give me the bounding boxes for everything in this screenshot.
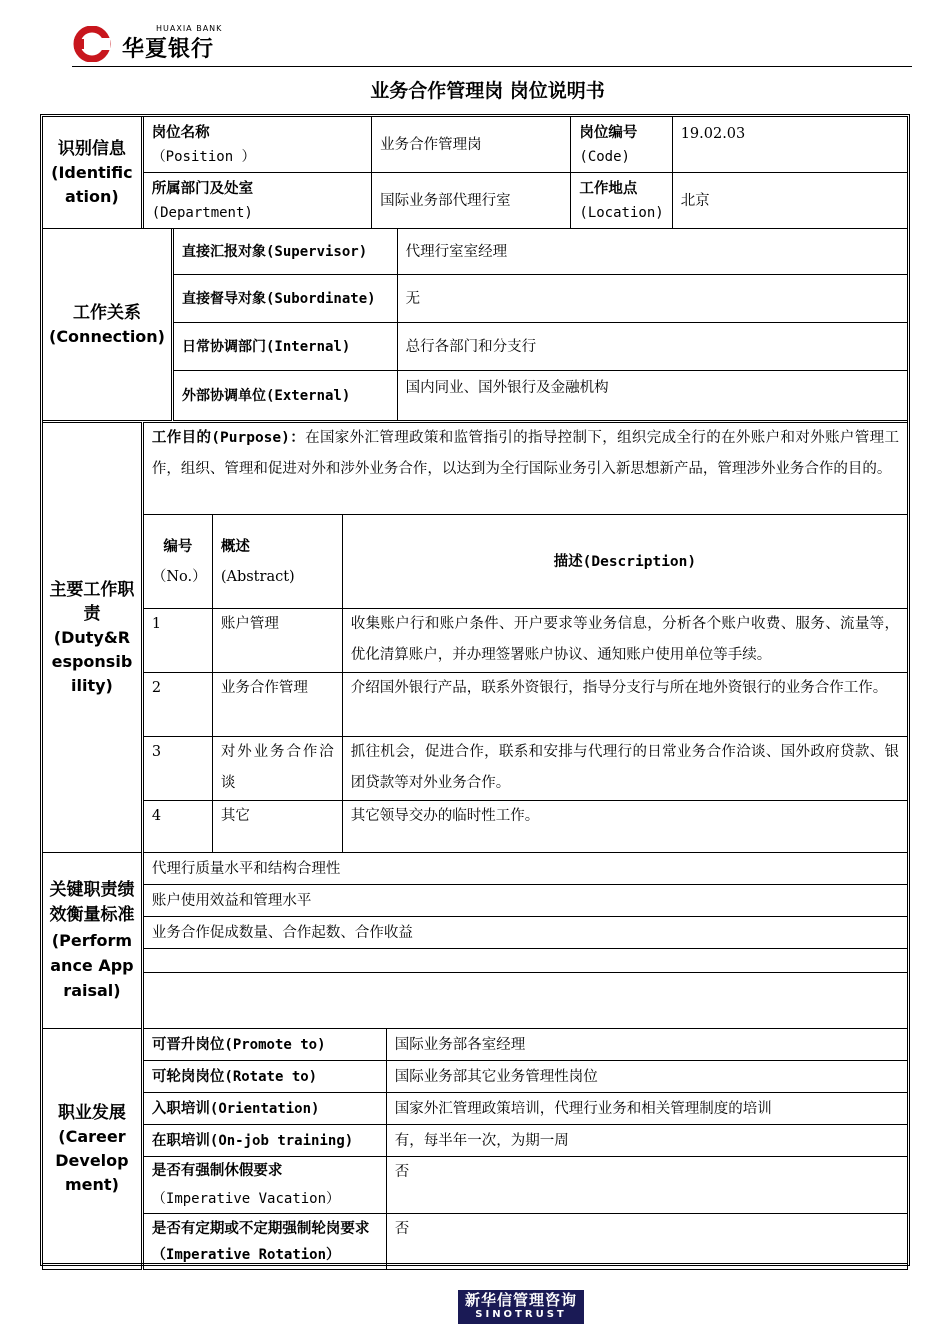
location-label-cn: 工作地点 xyxy=(579,180,638,197)
duty-no: 2 xyxy=(142,673,212,737)
career-label-en: （Imperative Rotation） xyxy=(151,1246,341,1263)
duty-abstract: 其它 xyxy=(212,801,342,853)
relation-label: 外部协调单位(External) xyxy=(173,371,398,421)
section-title-en: (Career Development) xyxy=(55,1127,129,1194)
logo-english: HUAXIA BANK xyxy=(156,24,223,33)
purpose-label: 工作目的(Purpose)： xyxy=(151,430,306,446)
col-header-no-en: （No.） xyxy=(151,568,207,585)
duty-description: 介绍国外银行产品，联系外资银行，指导分支行与所在地外资银行的业务合作工作。 xyxy=(342,673,907,737)
code-label-en: (Code) xyxy=(579,148,630,165)
performance-table xyxy=(42,852,908,1029)
sinotrust-logo xyxy=(458,1290,584,1324)
section-title-cn: 识别信息 xyxy=(57,138,126,159)
duty-no: 4 xyxy=(142,801,212,853)
performance-item: 业务合作促成数量、合作起数、合作收益 xyxy=(142,917,907,949)
performance-item: 账户使用效益和管理水平 xyxy=(142,885,907,917)
section-title-en: (Connection) xyxy=(49,326,165,346)
career-value: 国际业务部各室经理 xyxy=(386,1029,907,1061)
department-label xyxy=(142,173,371,229)
document-title: 业务合作管理岗 岗位说明书 xyxy=(370,80,605,102)
col-header-abstract-en: (Abstract) xyxy=(220,568,295,585)
career-label-en: (On-job training) xyxy=(209,1132,354,1149)
performance-section-label xyxy=(43,853,143,1029)
career-value: 国际业务部其它业务管理性岗位 xyxy=(386,1061,907,1093)
duty-abstract: 账户管理 xyxy=(212,609,342,673)
career-label-en: (Rotate to) xyxy=(224,1068,318,1085)
performance-item xyxy=(142,949,907,973)
huaxia-bank-logo-icon xyxy=(72,26,112,62)
career-label-en: (Orientation) xyxy=(209,1100,320,1117)
identification-table xyxy=(42,116,908,229)
performance-item xyxy=(142,973,907,1029)
logo-chinese: 华夏银行 xyxy=(122,37,215,62)
career-label-cn: 可晋升岗位 xyxy=(151,1036,225,1053)
career-section-label xyxy=(43,1029,143,1270)
position-label-en: （Position ） xyxy=(151,148,256,165)
department-label-en: (Department) xyxy=(151,204,253,221)
performance-item: 代理行质量水平和结构合理性 xyxy=(142,853,907,885)
department-label-cn: 所属部门及处室 xyxy=(151,180,254,197)
page-header xyxy=(0,0,950,70)
sinotrust-logo-cn: 新华信管理咨询 xyxy=(464,1291,577,1309)
duties-section-label xyxy=(43,423,143,853)
career-value: 否 xyxy=(386,1157,907,1214)
duty-abstract: 对外业务合作洽谈 xyxy=(212,737,342,801)
career-label-cn: 是否有强制休假要求 xyxy=(151,1163,283,1179)
relation-label: 直接督导对象(Subordinate) xyxy=(173,275,398,323)
section-title-en: (Duty&Responsibility) xyxy=(51,627,133,695)
career-label-en: (Promote to) xyxy=(224,1036,326,1053)
relation-value: 总行各部门和分支行 xyxy=(397,323,907,371)
position-label xyxy=(142,117,371,173)
section-title-cn: 职业发展 xyxy=(57,1103,126,1123)
purpose-text: 在国家外汇管理政策和监管指引的指导控制下，组织完成全行的在外账户和对外账户管理工作，组织、管理和促进对外和涉外业务合作，以达到为全行国际业务引入新思想新产品，管理涉外业务合作的目的。 xyxy=(151,430,899,477)
col-header-abstract xyxy=(212,515,342,609)
career-label-cn: 在职培训 xyxy=(151,1132,210,1149)
col-header-no-cn: 编号 xyxy=(163,538,193,555)
section-title-cn: 工作关系 xyxy=(73,302,141,323)
career-value: 国家外汇管理政策培训，代理行业务和相关管理制度的培训 xyxy=(386,1093,907,1125)
career-label-cn: 可轮岗岗位 xyxy=(151,1068,225,1085)
duty-no: 3 xyxy=(142,737,212,801)
relation-label: 日常协调部门(Internal) xyxy=(173,323,398,371)
career-value: 有，每半年一次，为期一周 xyxy=(386,1125,907,1157)
relation-value: 无 xyxy=(397,275,907,323)
location-value: 北京 xyxy=(672,173,907,229)
relations-section-label xyxy=(43,229,173,421)
section-title-cn: 关键职责绩效衡量标准 xyxy=(49,880,135,925)
duties-table xyxy=(42,422,908,853)
career-label-en: （Imperative Vacation） xyxy=(151,1191,341,1207)
career-label xyxy=(142,1125,386,1157)
section-title-en: (Performance Appraisal) xyxy=(50,931,134,1000)
department-value: 国际业务部代理行室 xyxy=(372,173,571,229)
section-title-en: (Identification) xyxy=(51,162,133,206)
relation-label: 直接汇报对象(Supervisor) xyxy=(173,229,398,275)
career-label xyxy=(142,1093,386,1125)
career-label xyxy=(142,1157,386,1214)
col-header-description: 描述(Description) xyxy=(342,515,907,609)
duty-description: 收集账户行和账户条件、开户要求等业务信息，分析各个账户收费、服务、流量等，优化清算账户，并办理签署账户协议、通知账户使用单位等手续。 xyxy=(342,609,907,673)
position-value: 业务合作管理岗 xyxy=(372,117,571,173)
career-label xyxy=(142,1029,386,1061)
relations-table xyxy=(42,228,908,421)
duty-abstract: 业务合作管理 xyxy=(212,673,342,737)
duty-no: 1 xyxy=(142,609,212,673)
code-value: 19.02.03 xyxy=(672,117,907,173)
position-label-cn: 岗位名称 xyxy=(151,124,210,141)
code-label-cn: 岗位编号 xyxy=(579,124,638,141)
location-label-en: (Location) xyxy=(579,204,664,221)
col-header-no xyxy=(142,515,212,609)
relation-value: 国内同业、国外银行及金融机构 xyxy=(397,371,907,421)
career-table xyxy=(42,1028,908,1270)
sinotrust-logo-en: SINOTRUST xyxy=(475,1309,567,1320)
section-title-cn: 主要工作职责 xyxy=(49,579,135,624)
career-label xyxy=(142,1061,386,1093)
career-value: 否 xyxy=(386,1214,907,1270)
identification-section-label xyxy=(43,117,143,229)
location-label xyxy=(571,173,672,229)
col-header-abstract-cn: 概述 xyxy=(220,538,250,555)
career-label-cn: 入职培训 xyxy=(151,1100,210,1117)
header-divider xyxy=(72,66,912,67)
career-label xyxy=(142,1214,386,1270)
career-label-cn: 是否有定期或不定期强制轮岗要求 xyxy=(151,1220,370,1237)
duty-description: 抓往机会，促进合作，联系和安排与代理行的日常业务合作洽谈、国外政府贷款、银团贷款等对外业务合作。 xyxy=(342,737,907,801)
duty-description: 其它领导交办的临时性工作。 xyxy=(342,801,907,853)
code-label xyxy=(571,117,672,173)
purpose-cell xyxy=(142,423,907,515)
relation-value: 代理行室室经理 xyxy=(397,229,907,275)
